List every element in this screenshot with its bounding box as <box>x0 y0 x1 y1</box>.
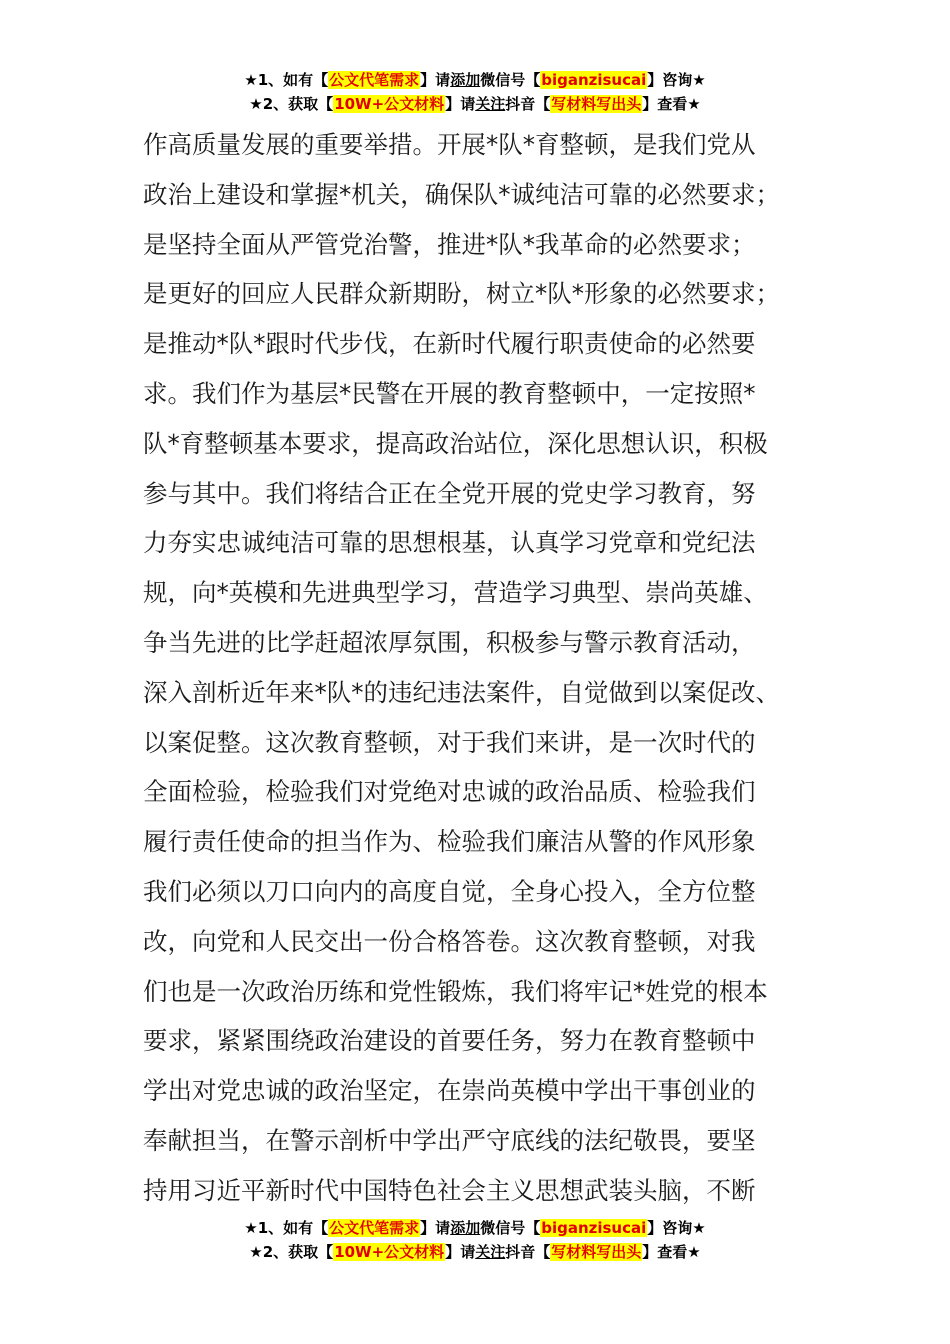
body-line: 们也是一次政治历练和党性锻炼，我们将牢记*姓党的根本 <box>143 976 768 1006</box>
banner-text: 】请 <box>420 1219 451 1237</box>
body-line: 作高质量发展的重要举措。开展*队*育整顿，是我们党从 <box>143 130 756 159</box>
footer-banner <box>0 1216 950 1264</box>
banner-text: 抖音【 <box>505 95 551 113</box>
banner-text: 微信号【 <box>480 1219 541 1237</box>
body-line: 是坚持全面从严管党治警，推进*队*我革命的必然要求； <box>143 229 756 259</box>
body-line: 全面检验，检验我们对党绝对忠诚的政治品质、检验我们 <box>143 777 756 807</box>
body-line: 履行责任使命的担当作为、检验我们廉洁从警的作风形象 <box>143 827 756 857</box>
banner-text: 】咨询★ <box>647 1219 706 1237</box>
body-line: 求。我们作为基层*民警在开展的教育整顿中，一定按照* <box>143 378 756 408</box>
banner-line-1 <box>0 68 950 92</box>
underlined-text: 关注 <box>475 95 506 113</box>
body-line: 政治上建设和掌握*机关，确保队*诚纯洁可靠的必然要求； <box>143 179 780 209</box>
highlight-materials: 10W+公文材料 <box>334 1243 445 1261</box>
banner-text: 】咨询★ <box>647 71 706 89</box>
banner-text: 】请 <box>420 71 451 89</box>
banner-text: ★2、获取【 <box>249 95 334 113</box>
banner-text: 】查看★ <box>642 95 701 113</box>
header-banner <box>0 68 950 116</box>
banner-text: ★1、如有【 <box>244 1219 329 1237</box>
body-line: 规，向*英模和先进典型学习，营造学习典型、崇尚英雄、 <box>143 578 768 608</box>
body-line: 是推动*队*跟时代步伐，在新时代履行职责使命的必然要 <box>143 329 756 359</box>
document-body <box>143 120 843 1216</box>
banner-text: 】查看★ <box>642 1243 701 1261</box>
body-line: 学出对党忠诚的政治坚定，在崇尚英模中学出干事创业的 <box>143 1076 756 1106</box>
highlight-wechat-id: biganzisucai <box>541 71 647 89</box>
body-line: 力夯实忠诚纯洁可靠的思想根基，认真学习党章和党纪法 <box>143 528 756 558</box>
body-line: 是更好的回应人民群众新期盼，树立*队*形象的必然要求； <box>143 279 780 309</box>
banner-line-1 <box>0 1216 950 1240</box>
highlight-materials: 10W+公文材料 <box>334 95 445 113</box>
banner-text: 微信号【 <box>480 71 541 89</box>
highlight-douyin-account: 写材料写出头 <box>551 95 642 113</box>
body-line: 深入剖析近年来*队*的违纪违法案件，自觉做到以案促改、 <box>143 677 780 707</box>
highlight-service: 公文代笔需求 <box>329 1219 420 1237</box>
body-line: 要求，紧紧围绕政治建设的首要任务，努力在教育整顿中 <box>143 1026 756 1056</box>
banner-line-2 <box>0 92 950 116</box>
highlight-service: 公文代笔需求 <box>329 71 420 89</box>
body-line: 争当先进的比学赶超浓厚氛围，积极参与警示教育活动， <box>143 627 756 657</box>
body-line: 队*育整顿基本要求，提高政治站位，深化思想认识，积极 <box>143 428 768 458</box>
highlight-douyin-account: 写材料写出头 <box>551 1243 642 1261</box>
body-line: 持用习近平新时代中国特色社会主义思想武装头脑，不断 <box>143 1175 756 1205</box>
highlight-wechat-id: biganzisucai <box>541 1219 647 1237</box>
body-line: 以案促整。这次教育整顿，对于我们来讲，是一次时代的 <box>143 727 756 757</box>
banner-text: 抖音【 <box>505 1243 551 1261</box>
body-line: 奉献担当，在警示剖析中学出严守底线的法纪敬畏，要坚 <box>143 1125 756 1155</box>
underlined-text: 添加 <box>450 1219 481 1237</box>
body-line: 改，向党和人民交出一份合格答卷。这次教育整顿，对我 <box>143 926 756 956</box>
underlined-text: 添加 <box>450 71 481 89</box>
underlined-text: 关注 <box>475 1243 506 1261</box>
banner-text: ★2、获取【 <box>249 1243 334 1261</box>
banner-line-2 <box>0 1240 950 1264</box>
banner-text: 】请 <box>445 1243 476 1261</box>
body-line: 参与其中。我们将结合正在全党开展的党史学习教育，努 <box>143 478 756 508</box>
banner-text: 】请 <box>445 95 476 113</box>
body-line: 我们必须以刀口向内的高度自觉，全身心投入，全方位整 <box>143 876 756 906</box>
banner-text: ★1、如有【 <box>244 71 329 89</box>
